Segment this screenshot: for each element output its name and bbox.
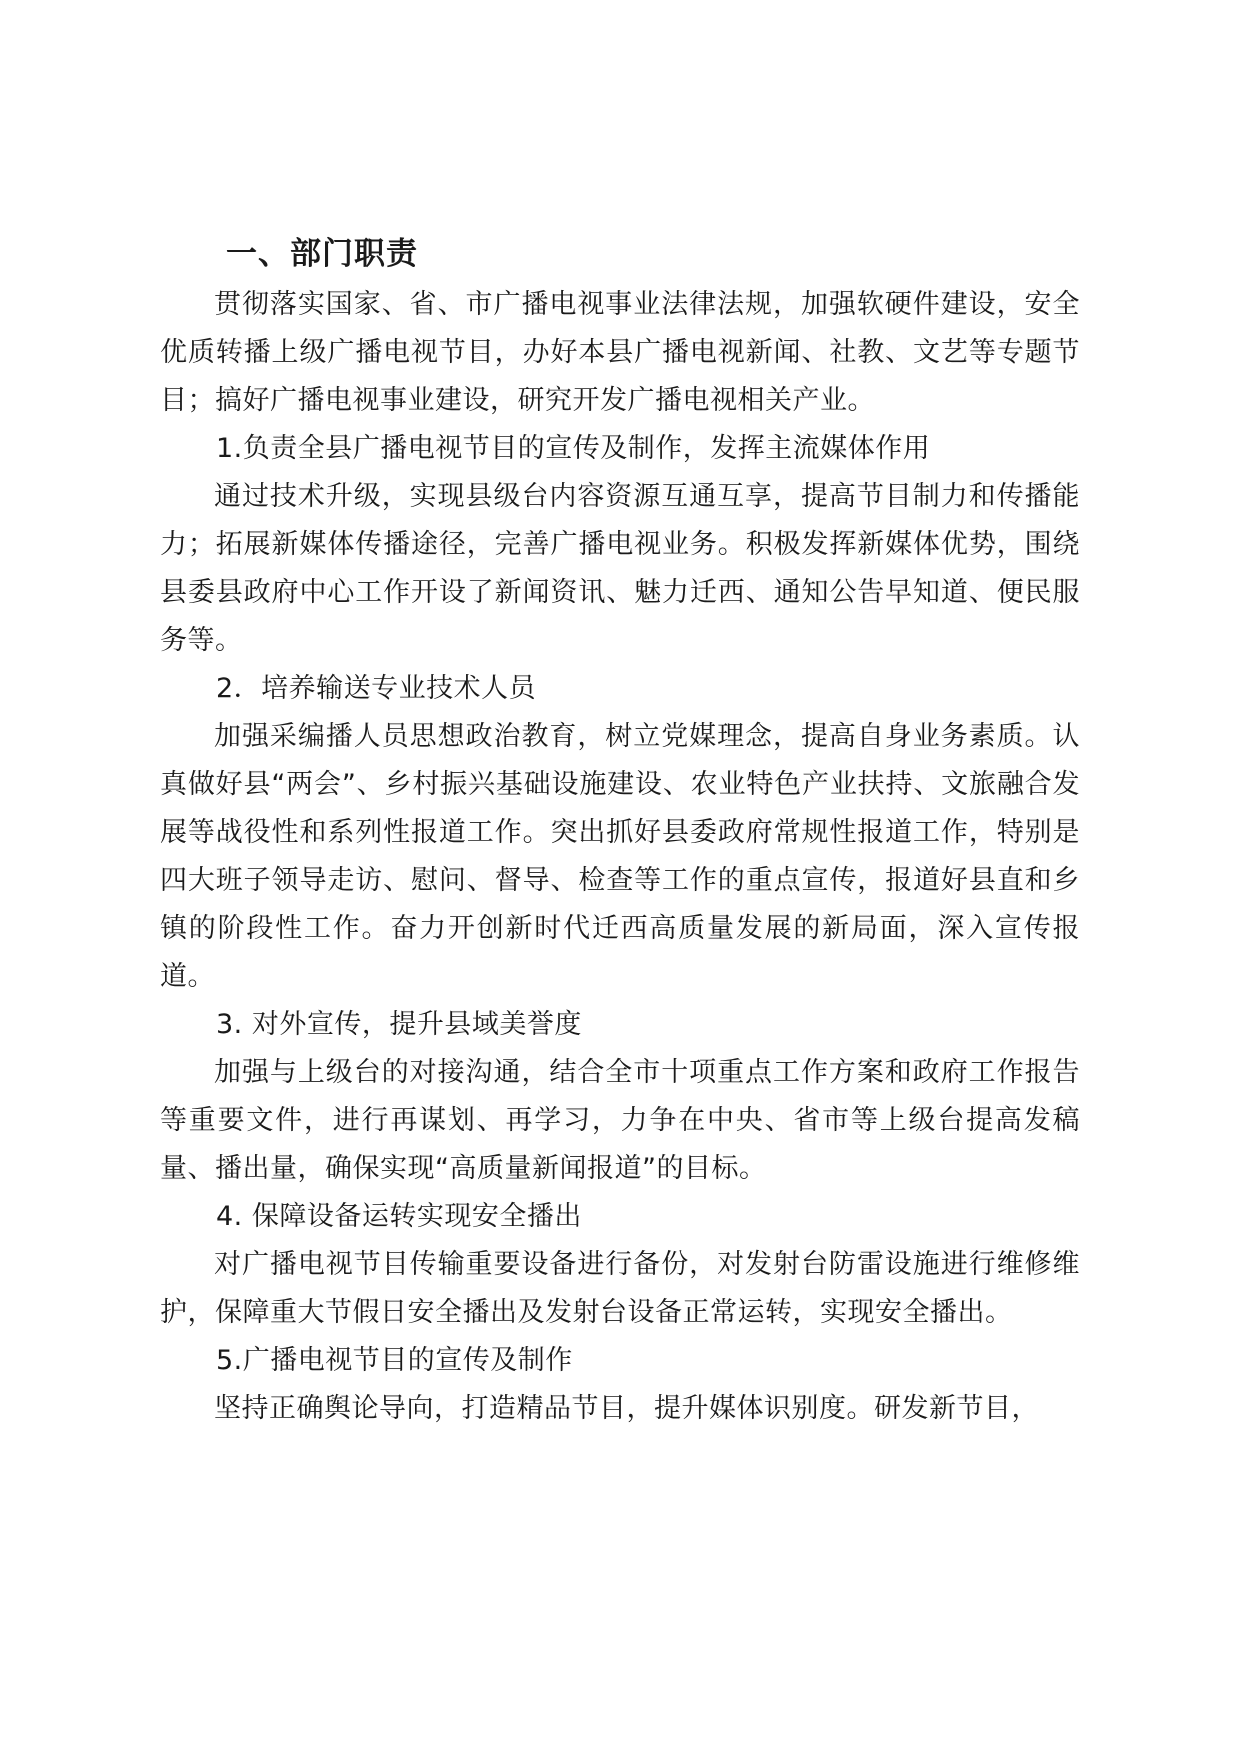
- item-2-title: 2．培养输送专业技术人员: [216, 673, 537, 704]
- item-4-body: 对广播电视节目传输重要设备进行备份，对发射台防雷设施进行维修维护，保障重大节假日安全播出及发射台设备正常运转，实现安全播出。: [160, 1249, 1080, 1328]
- section-heading: 一、部门职责: [226, 236, 418, 272]
- item-3-body: 加强与上级台的对接沟通，结合全市十项重点工作方案和政府工作报告等重要文件，进行再谋划、再学习，力争在中央、省市等上级台提高发稿量、播出量，确保实现“高质量新闻报道”的目标。: [160, 1057, 1080, 1184]
- item-1-body: 通过技术升级，实现县级台内容资源互通互享，提高节目制力和传播能力；拓展新媒体传播途径，完善广播电视业务。积极发挥新媒体优势，围绕县委县政府中心工作开设了新闻资讯、魅力迁西、通知公告早知道、便民服务等。: [160, 481, 1080, 656]
- item-3-title: 3. 对外宣传，提升县域美誉度: [216, 1009, 582, 1040]
- item-4-title: 4. 保障设备运转实现安全播出: [216, 1201, 582, 1232]
- item-2-body: 加强采编播人员思想政治教育，树立党媒理念，提高自身业务素质。认真做好县“两会”、乡村振兴基础设施建设、农业特色产业扶持、文旅融合发展等战役性和系列性报道工作。突出抓好县委政府常规性报道工作，特别是四大班子领导走访、慰问、督导、检查等工作的重点宣传，报道好县直和乡镇的阶段性工作。奋力开创新时代迁西高质量发展的新局面，深入宣传报道。: [160, 721, 1080, 992]
- intro-paragraph: 贯彻落实国家、省、市广播电视事业法律法规，加强软硬件建设，安全优质转播上级广播电视节目，办好本县广播电视新闻、社教、文艺等专题节目；搞好广播电视事业建设，研究开发广播电视相关产业。: [160, 289, 1080, 416]
- item-5-title: 5.广播电视节目的宣传及制作: [216, 1345, 573, 1376]
- item-5-body: 坚持正确舆论导向，打造精品节目，提升媒体识别度。研发新节目，: [214, 1393, 1039, 1424]
- item-1-title: 1.负责全县广播电视节目的宣传及制作，发挥主流媒体作用: [216, 433, 931, 464]
